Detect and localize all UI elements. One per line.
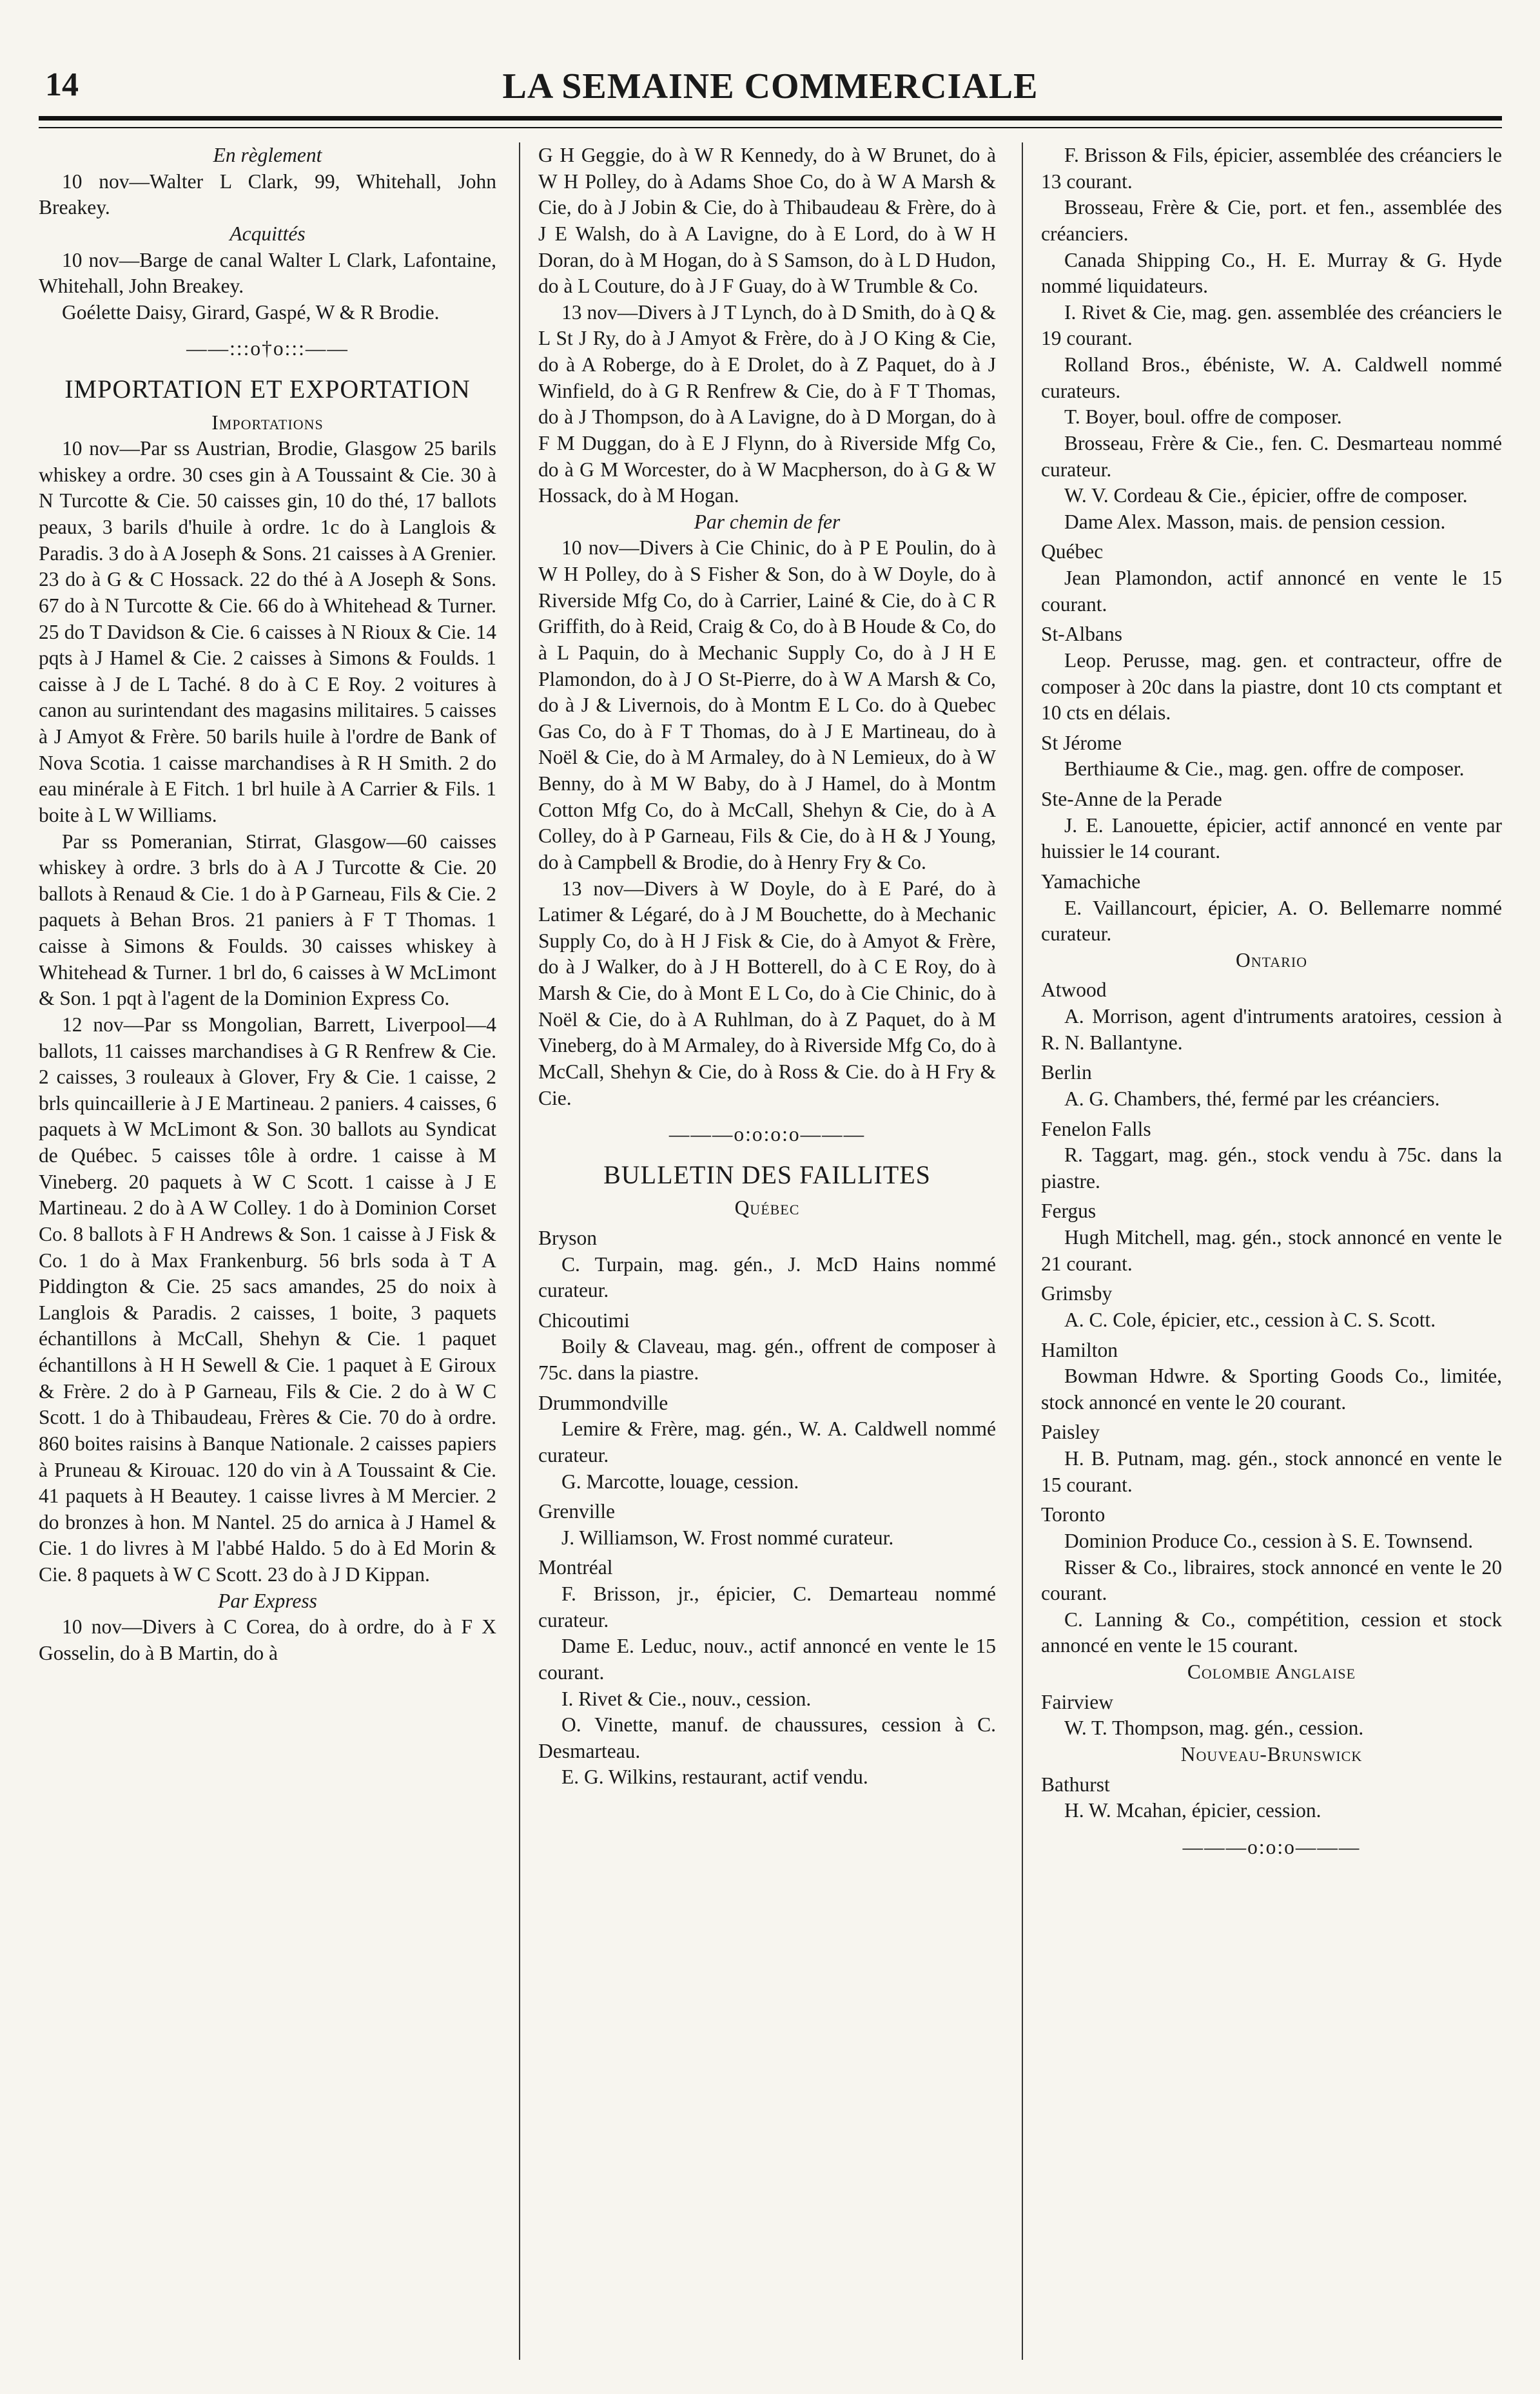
place-name: Montréal xyxy=(538,1556,613,1579)
entry: E. G. Wilkins, restaurant, actif vendu. xyxy=(561,1766,868,1789)
entry: Goélette Daisy, Girard, Gaspé, W & R Brodie. xyxy=(62,300,440,324)
entry: Rolland Bros., ébéniste, W. A. Caldwell nommé curateurs. xyxy=(1041,353,1502,402)
entry: Leop. Perusse, mag. gen. et contracteur, offre de composer à 20c dans la piastre, dont 10 cts comptant et 10 cts en délais. xyxy=(1041,648,1502,725)
place-name: Grimsby xyxy=(1041,1282,1113,1305)
entry: Brosseau, Frère & Cie., fen. C. Desmarteau nommé curateur. xyxy=(1041,431,1502,481)
entry: H. B. Putnam, mag. gén., stock annoncé en vente le 15 courant. xyxy=(1041,1447,1502,1496)
place-name: Bathurst xyxy=(1041,1773,1110,1796)
column-1 xyxy=(39,142,496,1667)
place-name: Atwood xyxy=(1041,978,1107,1002)
entry: 12 nov—Par ss Mongolian, Barrett, Liverpool—4 ballots, 11 caisses marchandises à G R Renfrew & Cie. 2 caisses, 3 rouleaux à Glover, Fry & Cie. 1 caisse, 2 brls quincaillerie à J E Martineau. 2 paniers. 4 caisses, 6 paquets à W McLimont & Son. 30 ballots au Syndicat de Québec. 5 caisses tôle à ordre. 1 caisse à M Vineberg. 20 paquets à W C Scott. 1 caisse à J E Martineau. 2 do à A W Colley. 1 do à Dominion Corset Co. 8 ballots à F H Andrews & Son. 1 caisse à J Fisk & Co. 1 do à Max Frankenburg. 56 brls soda à T A Piddington & Cie. 25 sacs amandes, 25 do noix à Langlois & Paradis. 2 caisses, 1 boite, 3 paquets échantillons à McCall, Shehyn & Cie. 1 paquet échantillons à H H Sewell & Cie. 1 paquet à E Giroux & Frère. 2 do à P Garneau, Fils & Cie. 2 do à W C Scott. 1 do à Thibaudeau, Frères & Cie. 70 do à ordre. 860 boites raisins à Banque Nationale. 2 caisses papiers à Pruneau & Kirouac. 120 do vin à A Toussaint & Cie. 41 paquets à H Beautey. 1 caisse livres à M Mercier. 2 do bronzes à hon. M Nantel. 25 do arnica à J Hamel & Cie. 1 do livres à M l'abbé Haldo. 5 do à Ed Morin & Cie. 8 paquets à W C Scott. 23 do à J D Kippan. xyxy=(39,1013,496,1586)
section-title: IMPORTATION ET EXPORTATION xyxy=(64,375,471,404)
entry: Dominion Produce Co., cession à S. E. Townsend. xyxy=(1064,1529,1474,1552)
place-name: Drummondville xyxy=(538,1391,668,1414)
section-title: BULLETIN DES FAILLITES xyxy=(603,1160,931,1189)
place-name: Fergus xyxy=(1041,1200,1097,1223)
entry: 10 nov—Barge de canal Walter L Clark, Lafontaine, Whitehall, John Breakey. xyxy=(39,248,496,298)
column-2 xyxy=(538,142,996,1791)
entry: W. V. Cordeau & Cie., épicier, offre de composer. xyxy=(1064,484,1468,507)
entry: 10 nov—Divers à C Corea, do à ordre, do à F X Gosselin, do à B Martin, do à xyxy=(39,1615,496,1664)
entry: J. E. Lanouette, épicier, actif annoncé en vente par huissier le 14 courant. xyxy=(1041,813,1502,863)
entry: E. Vaillancourt, épicier, A. O. Bellemarre nommé curateur. xyxy=(1041,896,1502,946)
section-heading: Nouveau-Brunswick xyxy=(1180,1742,1363,1766)
place-name: Fairview xyxy=(1041,1690,1113,1713)
section-heading: En règlement xyxy=(213,144,322,166)
entry: C. Lanning & Co., compétition, cession et stock annoncé en vente le 15 courant. xyxy=(1041,1608,1502,1657)
entry: A. C. Cole, épicier, etc., cession à C. S. Scott. xyxy=(1064,1308,1436,1331)
section-heading: Par Express xyxy=(218,1589,317,1612)
column-separator xyxy=(519,142,520,2360)
ornament-divider: ———o:o:o:o——— xyxy=(668,1123,866,1146)
entry: Bowman Hdwre. & Sporting Goods Co., limitée, stock annoncé en vente le 20 courant. xyxy=(1041,1365,1502,1414)
entry: 10 nov—Divers à Cie Chinic, do à P E Poulin, do à W H Polley, do à S Fisher & Son, do à W Doyle, do à Riverside Mfg Co, do à Carrier, Lainé & Cie, do à C R Griffith, do à Reid, Craig & Co, do à B Houde & Co, do à L Paquin, do à Mechanic Supply Co, do à J H E Plamondon, do à J O St-Pierre, do à W A Marsh & Co, do à J & Livernois, do à Montm E L Co. do à Quebec Gas Co, do à F T Thomas, do à J E Martineau, do à Noël & Cie, do à M Armaley, do à N Lemieux, do à W Benny, do à M W Baby, do à J Hamel, do à Montm Cotton Mfg Co, do à McCall, Shehyn & Cie, do à A Colley, do à P Garneau, Fils & Cie, do à H & J Young, do à Campbell & Brodie, do à Henry Fry & Co. xyxy=(538,536,996,873)
entry: J. Williamson, W. Frost nommé curateur. xyxy=(561,1526,894,1549)
entry: C. Turpain, mag. gén., J. McD Hains nommé curateur. xyxy=(538,1252,996,1302)
entry: Dame Alex. Masson, mais. de pension cession. xyxy=(1064,510,1446,533)
entry: A. G. Chambers, thé, fermé par les créanciers. xyxy=(1064,1087,1440,1110)
entry: Canada Shipping Co., H. E. Murray & G. Hyde nommé liquidateurs. xyxy=(1041,248,1502,298)
entry: Hugh Mitchell, mag. gén., stock annoncé en vente le 21 courant. xyxy=(1041,1226,1502,1275)
entry: Dame E. Leduc, nouv., actif annoncé en vente le 15 courant. xyxy=(538,1635,996,1684)
place-name: Ste-Anne de la Perade xyxy=(1041,788,1222,810)
place-name: Hamilton xyxy=(1041,1338,1118,1361)
section-heading: Québec xyxy=(734,1196,800,1220)
place-name: Bryson xyxy=(538,1226,598,1249)
entry: 13 nov—Divers à W Doyle, do à E Paré, do à Latimer & Légaré, do à J M Bouchette, do à Mechanic Supply Co, do à H J Fisk & Cie, do à Amyot & Frère, do à J Walker, do à J H Botterell, do à C E Roy, do à Marsh & Cie, do à Mont E L Co, do à Cie Chinic, do à Noël & Cie, do à A Ruhlman, do à Z Paquet, do à M Vineberg, do à M Armaley, do à Riverside Mfg Co, do à McCall, Shehyn & Cie, do à Ross & Cie. do à H Fry & Cie. xyxy=(538,877,996,1109)
entry: F. Brisson, jr., épicier, C. Demarteau nommé curateur. xyxy=(538,1582,996,1631)
entry: G H Geggie, do à W R Kennedy, do à W Brunet, do à W H Polley, do à Adams Shoe Co, do à W A Marsh & Cie, do à J Jobin & Cie, do à Thibaudeau & Frère, do à J E Walsh, do à A Lavigne, do à E Lord, do à W H Doran, do à M Hogan, do à S Samson, do à L D Hudon, do à L Couture, do à J F Guay, do à W Trumble & Co. xyxy=(538,144,996,298)
entry: R. Taggart, mag. gén., stock vendu à 75c. dans la piastre. xyxy=(1041,1143,1502,1192)
newspaper-page xyxy=(39,58,1502,1858)
entry: A. Morrison, agent d'intruments aratoires, cession à R. N. Ballantyne. xyxy=(1041,1005,1502,1054)
place-name: St Jérome xyxy=(1041,731,1122,754)
entry: Par ss Pomeranian, Stirrat, Glasgow—60 caisses whiskey à ordre. 3 brls do à A J Turcotte & Cie. 20 ballots à Renaud & Cie. 1 do à P Garneau, Fils & Cie. 2 paquets à Behan Bros. 21 paniers à F T Thomas. 1 caisse à Simons & Foulds. 30 caisses whiskey à Whitehead & Turner. 1 brl do, 6 caisses à W McLimont & Son. 1 pqt à l'agent de la Dominion Express Co. xyxy=(39,830,496,1010)
place-name: Grenville xyxy=(538,1500,615,1523)
place-name: Berlin xyxy=(1041,1061,1092,1084)
place-name: Fenelon Falls xyxy=(1041,1117,1151,1140)
place-name: Paisley xyxy=(1041,1421,1100,1444)
section-heading: Ontario xyxy=(1235,948,1308,971)
entry: Brosseau, Frère & Cie, port. et fen., assemblée des créanciers. xyxy=(1041,196,1502,245)
entry: O. Vinette, manuf. de chaussures, cession à C. Desmarteau. xyxy=(538,1713,996,1762)
entry: Berthiaume & Cie., mag. gen. offre de composer. xyxy=(1064,757,1465,781)
entry: F. Brisson & Fils, épicier, assemblée des créanciers le 13 courant. xyxy=(1041,144,1502,193)
ornament-divider: ———o:o:o——— xyxy=(1182,1835,1361,1858)
entry: G. Marcotte, louage, cession. xyxy=(561,1470,799,1493)
entry: T. Boyer, boul. offre de composer. xyxy=(1064,405,1342,429)
entry: H. W. Mcahan, épicier, cession. xyxy=(1064,1799,1321,1822)
entry: Boily & Claveau, mag. gén., offrent de composer à 75c. dans la piastre. xyxy=(538,1335,996,1385)
page-number: 14 xyxy=(45,66,79,103)
header-rule xyxy=(39,116,1502,128)
place-name: Toronto xyxy=(1041,1503,1106,1526)
place-name: St-Albans xyxy=(1041,623,1122,646)
place-name: Chicoutimi xyxy=(538,1309,630,1332)
place-name: Yamachiche xyxy=(1041,870,1141,893)
section-heading: Acquittés xyxy=(229,222,306,245)
entry: Risser & Co., libraires, stock annoncé en vente le 20 courant. xyxy=(1041,1555,1502,1605)
page-header xyxy=(39,58,1502,116)
place-name: Québec xyxy=(1041,540,1104,563)
entry: W. T. Thompson, mag. gén., cession. xyxy=(1064,1717,1364,1740)
entry: 10 nov—Walter L Clark, 99, Whitehall, John Breakey. xyxy=(39,170,496,219)
section-heading: Importations xyxy=(211,411,324,434)
entry: I. Rivet & Cie., nouv., cession. xyxy=(561,1687,812,1710)
column-separator xyxy=(1022,142,1023,2360)
journal-title: LA SEMAINE COMMERCIALE xyxy=(502,66,1038,106)
ornament-divider: ——:::o†o:::—— xyxy=(186,337,349,360)
entry: Jean Plamondon, actif annoncé en vente le 15 courant. xyxy=(1041,567,1502,616)
column-3 xyxy=(1041,142,1502,1871)
entry: I. Rivet & Cie, mag. gen. assemblée des créanciers le 19 courant. xyxy=(1041,300,1502,350)
entry: 13 nov—Divers à J T Lynch, do à D Smith, do à Q & L St J Ry, do à J Amyot & Frère, do à J O King & Cie, do à A Roberge, do à E Drolet, do à Z Paquet, do à J Winfield, do à G R Renfrew & Cie, do à F T Thomas, do à J Thompson, do à A Lavigne, do à D Morgan, do à F M Duggan, do à E J Flynn, do à Riverside Mfg Co, do à G M Worcester, do à W Macpherson, do à G & W Hossack, do à M Hogan. xyxy=(538,300,996,507)
section-heading: Colombie Anglaise xyxy=(1187,1660,1356,1683)
entry: Lemire & Frère, mag. gén., W. A. Caldwell nommé curateur. xyxy=(538,1417,996,1466)
section-heading: Par chemin de fer xyxy=(694,510,841,533)
entry: 10 nov—Par ss Austrian, Brodie, Glasgow 25 barils whiskey a ordre. 30 cses gin à A Toussaint & Cie. 30 à N Turcotte & Cie. 50 caisses gin, 10 do thé, 17 ballots peaux, 3 barils d'huile à ordre. 1c do à Langlois & Paradis. 3 do à A Joseph & Sons. 21 caisses à A Grenier. 23 do à G & C Hossack. 22 do thé à A Joseph & Sons. 67 do à N Turcotte & Cie. 66 do à Whitehead & Turner. 25 do T Davidson & Cie. 6 caisses à N Rioux & Cie. 14 pqts à J Hamel & Cie. 2 caisses à Simons & Foulds. 1 caisse à J de L Taché. 8 do à C E Roy. 2 voitures à canon au surintendant des magasins militaires. 5 caisses à J Amyot & Frère. 50 barils huile à l'ordre de Bank of Nova Scotia. 1 caisse marchandises à R H Smith. 2 do eau minérale à E Fitch. 1 brl huile à A Carrier & Fils. 1 boite à L W Williams. xyxy=(39,437,496,826)
